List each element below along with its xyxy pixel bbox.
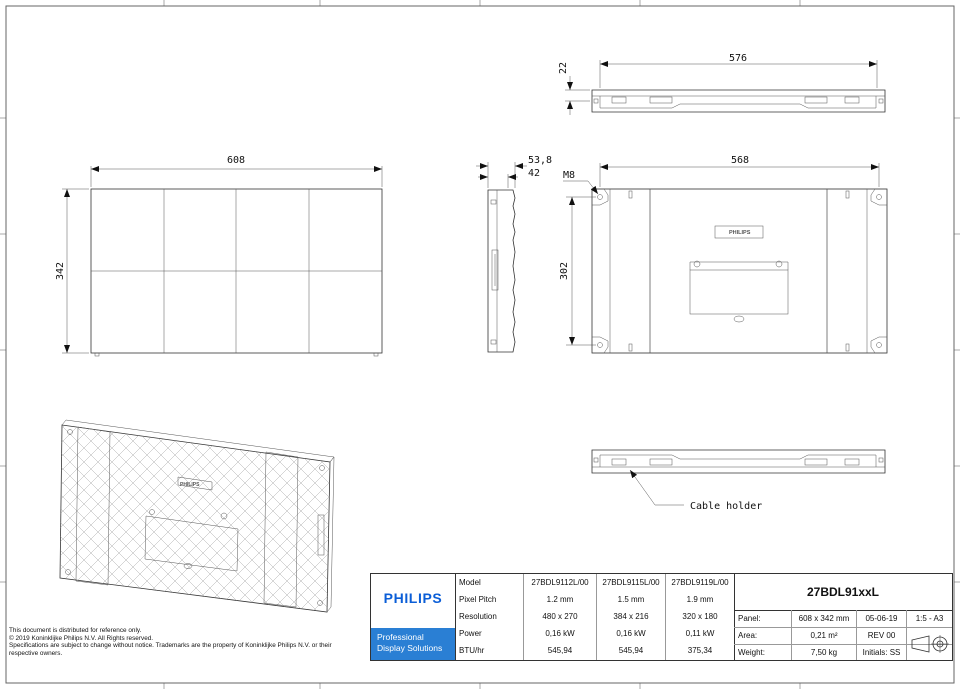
spec-value: 480 x 270 — [542, 612, 578, 621]
cable-holder-callout — [630, 470, 762, 512]
spec-value: 27BDL9115L/00 — [602, 578, 660, 587]
rear-width-dimension — [600, 155, 879, 187]
brand-tagline-line1: Professional — [377, 632, 424, 642]
revision: REV 00 — [867, 631, 896, 640]
drawing-date: 05-06-19 — [865, 614, 898, 623]
spec-value: 545,94 — [547, 646, 573, 655]
isometric-view — [40, 410, 350, 630]
drawing-scale: 1:5 - A3 — [915, 614, 944, 623]
area-label: Area: — [738, 631, 758, 640]
panel-label: Panel: — [738, 614, 761, 623]
side-depth-dimension — [476, 155, 552, 188]
front-view — [91, 189, 382, 356]
side-depth-body-label: 42 — [528, 168, 541, 179]
spec-label: Power — [459, 629, 482, 638]
disclaimer-line: © 2019 Koninklijke Philips N.V. All Rights reserved. — [9, 634, 154, 642]
disclaimer-line: respective owners. — [9, 649, 63, 657]
rear-width-label: 568 — [730, 155, 750, 166]
spec-label: Pixel Pitch — [459, 595, 497, 604]
front-height-label: 342 — [55, 261, 66, 281]
projection-symbol-icon — [909, 630, 949, 658]
spec-value: 0,16 kW — [545, 629, 575, 638]
panel-value: 608 x 342 mm — [798, 614, 850, 623]
brand-panel — [371, 574, 456, 660]
cable-holder-label: Cable holder — [690, 501, 763, 512]
front-width-dimension — [91, 155, 382, 187]
side-depth-total-label: 53,8 — [528, 155, 553, 166]
disclaimer-line: This document is distributed for reference only. — [9, 627, 142, 634]
front-height-dimension — [55, 189, 89, 353]
spec-value: 375,34 — [687, 646, 713, 655]
top-view — [592, 90, 885, 112]
top-width-label: 576 — [728, 53, 748, 64]
spec-value: 0,11 kW — [685, 629, 715, 638]
front-width-label: 608 — [226, 155, 246, 166]
initials: Initials: SS — [862, 648, 901, 657]
brand-tagline — [371, 628, 455, 660]
spec-value: 1.9 mm — [686, 595, 714, 604]
weight-value: 7,50 kg — [810, 648, 838, 657]
model-family-title: 27BDL91xxL — [806, 585, 880, 599]
rear-logo: PHILIPS — [729, 230, 751, 236]
weight-label: Weight: — [738, 648, 765, 657]
spec-label: BTU/hr — [459, 646, 485, 655]
area-value: 0,21 m² — [810, 631, 838, 640]
brand-tagline-line2: Display Solutions — [377, 643, 443, 653]
top-height-dimension — [558, 62, 590, 115]
disclaimer-line: Specifications are subject to change without notice. Trademarks are the property of Koninklijke Philips N.V. or their — [9, 642, 332, 650]
bottom-view — [592, 450, 885, 473]
mount-thread-callout — [563, 170, 598, 194]
spec-label: Resolution — [459, 612, 497, 621]
spec-value: 384 x 216 — [613, 612, 649, 621]
brand-logo: PHILIPS — [383, 590, 443, 606]
rear-view — [592, 189, 887, 353]
spec-value: 27BDL9119L/00 — [671, 578, 729, 587]
top-height-label: 22 — [558, 61, 569, 75]
spec-label: Model — [459, 578, 481, 587]
spec-value: 0,16 kW — [616, 629, 646, 638]
rear-height-label: 302 — [559, 261, 570, 281]
spec-value: 1.2 mm — [546, 595, 574, 604]
rear-height-dimension — [559, 197, 596, 345]
side-view — [488, 190, 515, 352]
spec-value: 1.5 mm — [617, 595, 645, 604]
spec-value: 320 x 180 — [682, 612, 718, 621]
spec-value: 27BDL9112L/00 — [531, 578, 589, 587]
mount-thread-label: M8 — [563, 170, 576, 181]
disclaimer — [9, 627, 364, 657]
isometric-logo: PHILIPS — [180, 482, 200, 488]
spec-value: 545,94 — [618, 646, 644, 655]
top-width-dimension — [600, 53, 877, 88]
title-block — [370, 573, 953, 661]
